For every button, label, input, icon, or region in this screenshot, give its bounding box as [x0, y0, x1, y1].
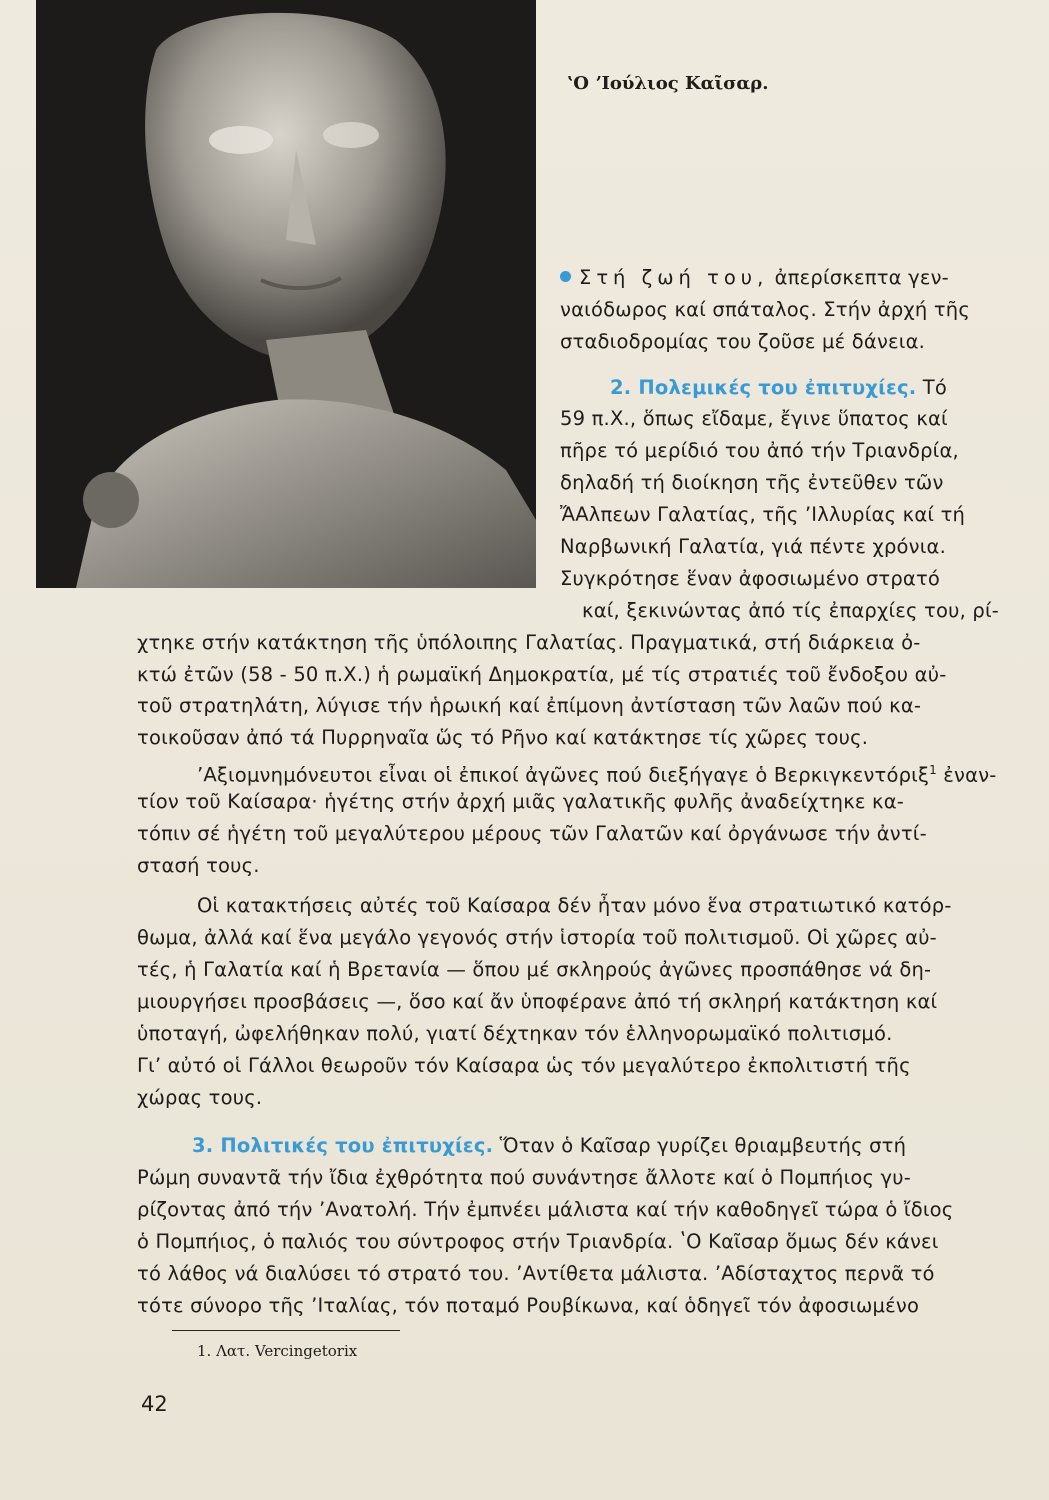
text-line: Γιʼ αὐτό οἱ Γάλλοι θεωροῦν τόν Καίσαρα ὡς τόν μεγαλύτερο ἐκπολιτιστή τῆς: [137, 1054, 911, 1077]
text-line: τίον τοῦ Καίσαρα· ἡγέτης στήν ἀρχή μιᾶς γαλατικῆς φυλῆς ἀναδείχτηκε κα-: [137, 790, 905, 813]
text-line: τότε σύνορο τῆς ʼΙταλίας, τόν ποταμό Ρουβίκωνα, καί ὁδηγεῖ τόν ἀφοσιωμένο: [137, 1294, 920, 1317]
bullet-icon: [560, 271, 571, 282]
bust-illustration: [36, 0, 536, 588]
footnote: 1. Λατ. Vercingetorix: [197, 1342, 358, 1360]
page-number: 42: [141, 1392, 168, 1416]
footnote-rule: [172, 1330, 400, 1331]
footnote-marker: 1: [929, 763, 937, 777]
text-line: τό λάθος νά διαλύσει τό στρατό του. ʼΑντίθετα μάλιστα. ʼΑδίσταχτος περνᾶ τό: [137, 1262, 935, 1285]
text-line: ἌΑλπεων Γαλατίας, τῆς ʼΙλλυρίας καί τή: [560, 503, 966, 526]
section-3-heading-line: 3. Πολιτικές του ἐπιτυχίες. Ὅταν ὁ Καῖσαρ γυρίζει θριαμβευτής στή: [192, 1134, 907, 1157]
text-line: θωμα, ἀλλά καί ἕνα μεγάλο γεγονός στήν ἱστορία τοῦ πολιτισμοῦ. Οἱ χῶρες αὐ-: [137, 926, 937, 949]
text-line: 59 π.Χ., ὅπως εἴδαμε, ἔγινε ὕπατος καί: [560, 407, 948, 430]
section-2-heading-line: 2. Πολεμικές του ἐπιτυχίες. Τό: [610, 376, 948, 399]
sidebar-line: σταδιοδρομίας του ζοῦσε μέ δάνεια.: [560, 330, 926, 353]
caesar-bust-photo: [36, 0, 536, 588]
text-line: τοικοῦσαν ἀπό τά Πυρρηναῖα ὥς τό Ρῆνο καί κατάκτησε τίς χῶρες τους.: [137, 726, 869, 749]
text-line: ὁ Πομπήιος, ὁ παλιός του σύντροφος στήν Τριανδρία. ʽΟ Καῖσαρ ὅμως δέν κάνει: [137, 1230, 939, 1253]
text-line: κτώ ἐτῶν (58 - 50 π.Χ.) ἡ ρωμαϊκή Δημοκρατία, μέ τίς στρατιές τοῦ ἔνδοξου αὐ-: [137, 663, 947, 686]
text-line: πῆρε τό μερίδιό του ἀπό τήν Τριανδρία,: [560, 439, 959, 462]
photo-caption: ʽΟ ʼΙούλιος Καῖσαρ.: [567, 73, 769, 94]
text-line: στασή τους.: [137, 854, 260, 877]
text-line: Ρώμη συναντᾶ τήν ἴδια ἐχθρότητα πού συνάντησε ἄλλοτε καί ὁ Πομπήιος γυ-: [137, 1166, 912, 1189]
text-line: ρίζοντας ἀπό τήν ʼΑνατολή. Τήν ἐμπνέει μάλιστα καί τήν καθοδηγεῖ τώρα ὁ ἴδιος: [137, 1198, 954, 1221]
text-line: Ναρβωνική Γαλατία, γιά πέντε χρόνια.: [560, 535, 946, 558]
text-line: χτηκε στήν κατάκτηση τῆς ὑπόλοιπης Γαλατίας. Πραγματικά, στή διάρκεια ὀ-: [137, 631, 921, 654]
text-line: καί, ξεκινώντας ἀπό τίς ἐπαρχίες του, ρί-: [582, 599, 1000, 622]
sidebar-lead: Στή ζωή του,: [579, 266, 769, 289]
text-line: μιουργήσει προσβάσεις —, ὅσο καί ἄν ὑποφέρανε ἀπό τή σκληρή κατάκτηση καί: [137, 990, 938, 1013]
text-line: ʼΑξιομνημόνευτοι εἶναι οἱ ἐπικοί ἀγῶνες πού διεξήγαγε ὁ Βερκιγκεντόριξ$^1$ ἐναν-: [197, 763, 997, 787]
section-2-heading: 2. Πολεμικές του ἐπιτυχίες.: [610, 376, 917, 399]
text-line: τόπιν σέ ἡγέτη τοῦ μεγαλύτερου μέρους τῶν Γαλατῶν καί ὀργάνωσε τήν ἀντί-: [137, 822, 927, 845]
text-line: χώρας τους.: [137, 1086, 263, 1109]
sidebar-line: Στή ζωή του, ἀπερίσκεπτα γεν-: [560, 262, 949, 294]
section-3-heading: 3. Πολιτικές του ἐπιτυχίες.: [192, 1134, 494, 1157]
sidebar-line: ναιόδωρος καί σπάταλος. Στήν ἀρχή τῆς: [560, 298, 970, 321]
text-line: τοῦ στρατηλάτη, λύγισε τήν ἡρωική καί ἐπίμονη ἀντίσταση τῶν λαῶν πού κα-: [137, 694, 922, 717]
text-line: Συγκρότησε ἕναν ἀφοσιωμένο στρατό: [560, 567, 941, 590]
text-line: δηλαδή τή διοίκηση τῆς ἐντεῦθεν τῶν: [560, 471, 944, 494]
text-line: τές, ἡ Γαλατία καί ἡ Βρετανία — ὅπου μέ σκληρούς ἀγῶνες προσπάθησε νά δη-: [137, 958, 932, 981]
text-line: Οἱ κατακτήσεις αὐτές τοῦ Καίσαρα δέν ἦταν μόνο ἕνα στρατιωτικό κατόρ-: [197, 894, 952, 917]
text-line: ὑποταγή, ὠφελήθηκαν πολύ, γιατί δέχτηκαν τόν ἑλληνορωμαϊκό πολιτισμό.: [137, 1022, 893, 1045]
